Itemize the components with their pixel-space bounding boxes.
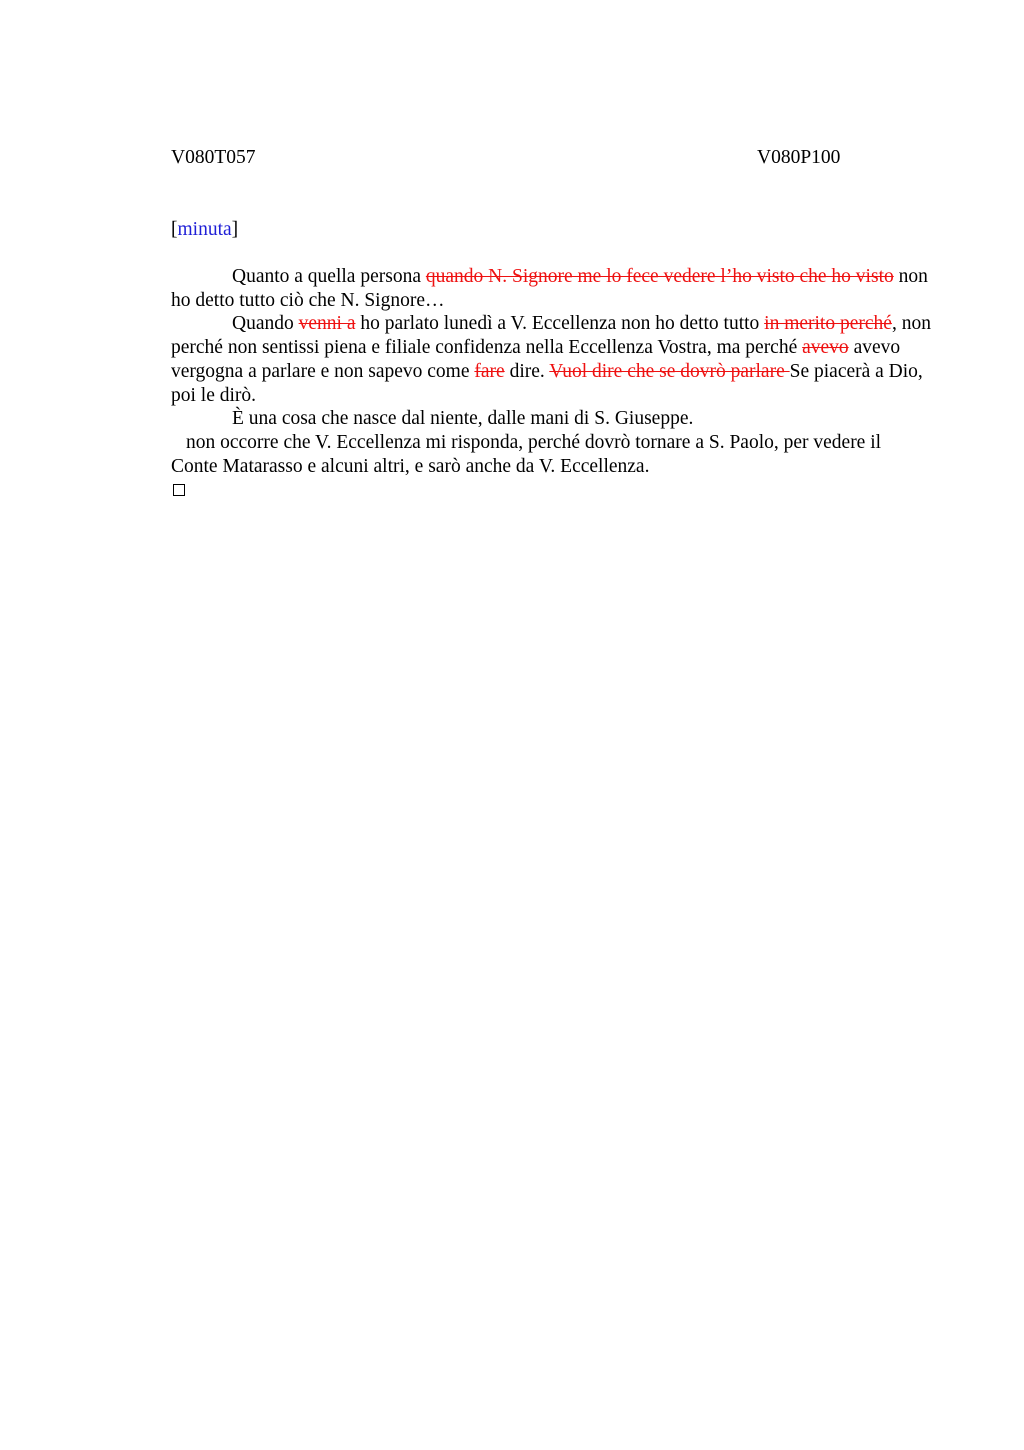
end-square-icon bbox=[173, 484, 185, 496]
document-id-left: V080T057 bbox=[171, 147, 256, 168]
editorial-note bbox=[171, 218, 238, 242]
text-span: ho parlato lunedì a V. Eccellenza non ho detto tutto bbox=[355, 313, 765, 335]
deleted-text: fare bbox=[474, 360, 505, 382]
deleted-text: avevo bbox=[802, 337, 849, 359]
deleted-text: Vuol dire che se dovrò parlare bbox=[549, 360, 790, 382]
text-span: Se piacerà a Dio, poi le dirò. bbox=[171, 360, 923, 406]
text-span: , non perché non sentissi piena e filiale confidenza nella Eccellenza Vostra, ma perché bbox=[171, 313, 931, 359]
deleted-text: in merito perché bbox=[764, 313, 892, 335]
paragraph-3: È una cosa che nasce dal niente, dalle mani di S. Giuseppe. bbox=[232, 408, 694, 430]
deleted-text: quando N. Signore me lo fece vedere l’ho visto che ho visto bbox=[425, 266, 894, 287]
open-bracket: [ bbox=[171, 219, 178, 240]
text-span: Quanto a quella persona bbox=[232, 266, 426, 287]
document-id-right: V080P100 bbox=[757, 147, 841, 168]
text-span: Quando bbox=[232, 313, 299, 335]
paragraph-2 bbox=[171, 312, 931, 407]
note-label-minuta: minuta bbox=[177, 219, 232, 240]
text-span: dire. bbox=[504, 360, 550, 382]
letter-body bbox=[171, 265, 931, 496]
text-span: avevo vergogna a parlare e non sapevo come bbox=[171, 337, 901, 382]
paragraph-1 bbox=[171, 265, 931, 312]
deleted-text: venni a bbox=[298, 313, 356, 335]
paragraph-4: non occorre che V. Eccellenza mi risponda, perché dovrò tornare a S. Paolo, per vedere il Conte Matarasso e alcuni altri, e sarò anche da V. Eccellenza. bbox=[171, 431, 882, 477]
text-span: non ho detto tutto ciò che N. Signore… bbox=[171, 266, 928, 311]
close-bracket: ] bbox=[231, 219, 239, 240]
